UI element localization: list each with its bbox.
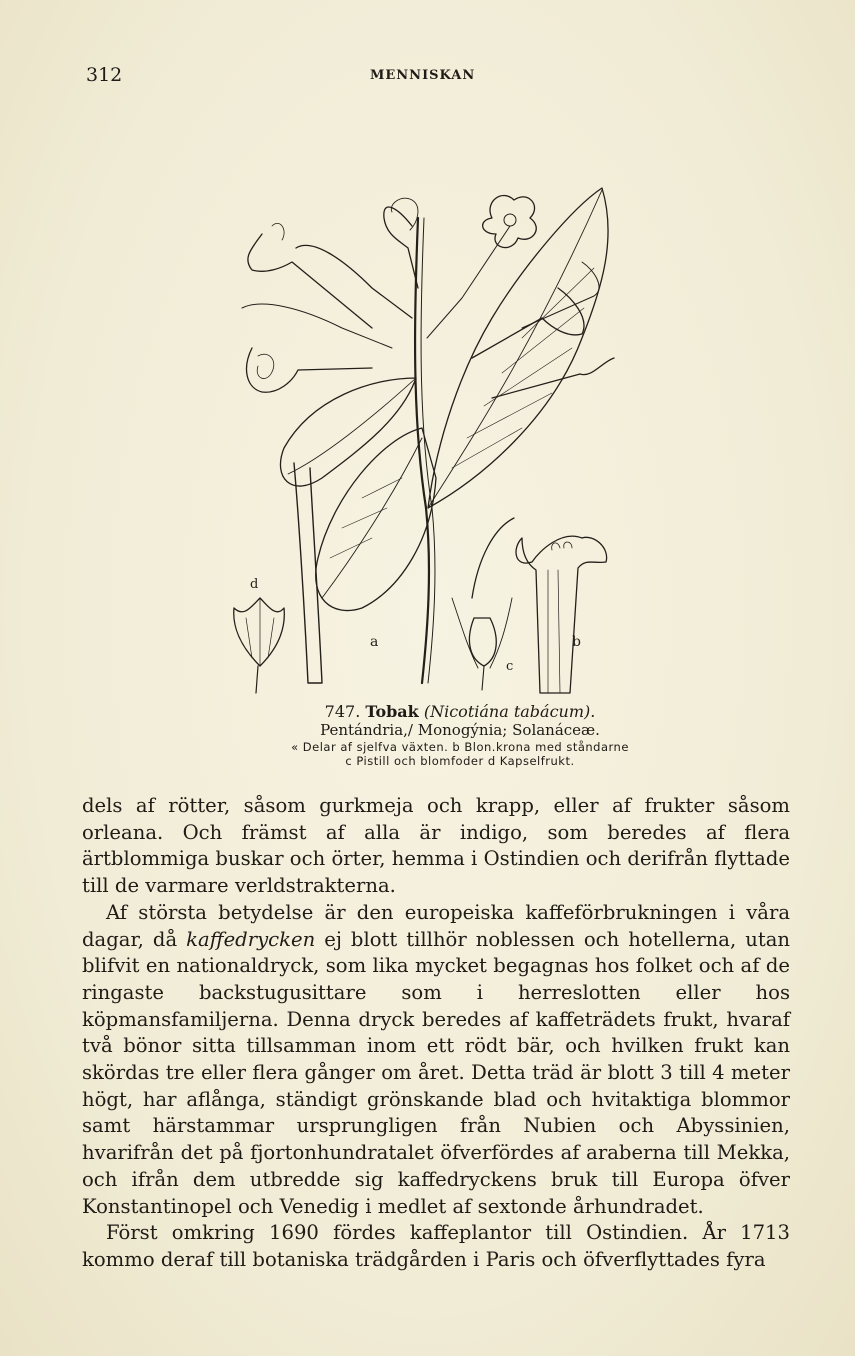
- paragraph-2-start: Af största betydelse är den europeiska kaffeförbrukningen i våra dagar, då: [82, 900, 790, 951]
- page-header: [86, 64, 790, 90]
- pistil-c: [469, 518, 514, 666]
- stalk-segment-a: [294, 463, 322, 683]
- figure-label-c: c: [506, 659, 514, 674]
- paragraph-1: dels af rötter, såsom gurkmeja och krapp, eller af frukter såsom orleana. Och främst af alla är indigo, som beredes af flera ärtblommiga buskar och örter, hemma i Ostindien och derifrån flyttade till de varmare verldstrakterna.: [82, 794, 790, 898]
- flower-top-open: [483, 195, 537, 247]
- caption-title: [250, 702, 670, 721]
- page-number: 312: [86, 64, 123, 86]
- figure-caption: [250, 702, 670, 768]
- paragraph-2-end: ej blott tillhör noblessen och hotellerna, utan blifvit en nationaldryck, som lika mycket begagnas hos folket och af de ringaste backstugusittare som i herreslotten eller hos köpmansfamiljerna. Denna dryck beredes af kaffeträdets frukt, hvaraf två bönor sitta tillsamman inom ett rödt bär, och hvilken frukt kan skördas tre eller flera gånger om året. Detta träd är blott 3 till 4 meter högt, har aflånga, ständigt grönskande blad och hvitaktiga blommor samt härstammar ursprungligen från Nubien och Abyssinien, hvarifrån det på fjortonhundratalet öfverfördes af araberna till Mekka, och ifrån dem utbredde sig kaffedryckens bruk till Europa öfver Konstantinopel och Venedig i medlet af sextonde århundradet.: [82, 927, 790, 1218]
- caption-latin: (Nicotiána tabácum).: [423, 702, 596, 721]
- figure-label-d: d: [250, 577, 259, 592]
- flower-top-left: [384, 207, 418, 288]
- figure-label-a: a: [370, 634, 379, 650]
- caption-number: 747.: [324, 702, 361, 721]
- flower-tube-left-2: [247, 348, 372, 392]
- body-text: [82, 793, 790, 1274]
- caption-classification: Pentándria,/ Monogýnia; Solanáceæ.: [320, 721, 600, 739]
- capsule-fruit-d: [234, 598, 285, 666]
- paragraph-3: Först omkring 1690 fördes kaffeplantor till Ostindien. År 1713 kommo deraf till botaniska trädgården i Paris och öfverflyttades fyra: [82, 1221, 790, 1271]
- flower-tube-right-2: [492, 358, 614, 398]
- tobacco-plant-illustration: [222, 178, 634, 698]
- leaf-left: [280, 378, 416, 486]
- flower-tube-left-3: [296, 245, 412, 318]
- caption-name: Tobak: [365, 702, 419, 721]
- caption-legend-line-2: c Pistill och blomfoder d Kapselfrukt.: [345, 754, 575, 768]
- paragraph-2: [82, 900, 790, 1220]
- paragraph-2-italic-term: kaffedrycken: [186, 927, 316, 951]
- caption-legend-line-1: « Delar af sjelfva växten. b Blon.krona med ståndarne: [291, 740, 629, 754]
- figure-label-b: b: [572, 634, 581, 650]
- corolla-b: [516, 536, 607, 693]
- running-title: MENNISKAN: [370, 68, 476, 83]
